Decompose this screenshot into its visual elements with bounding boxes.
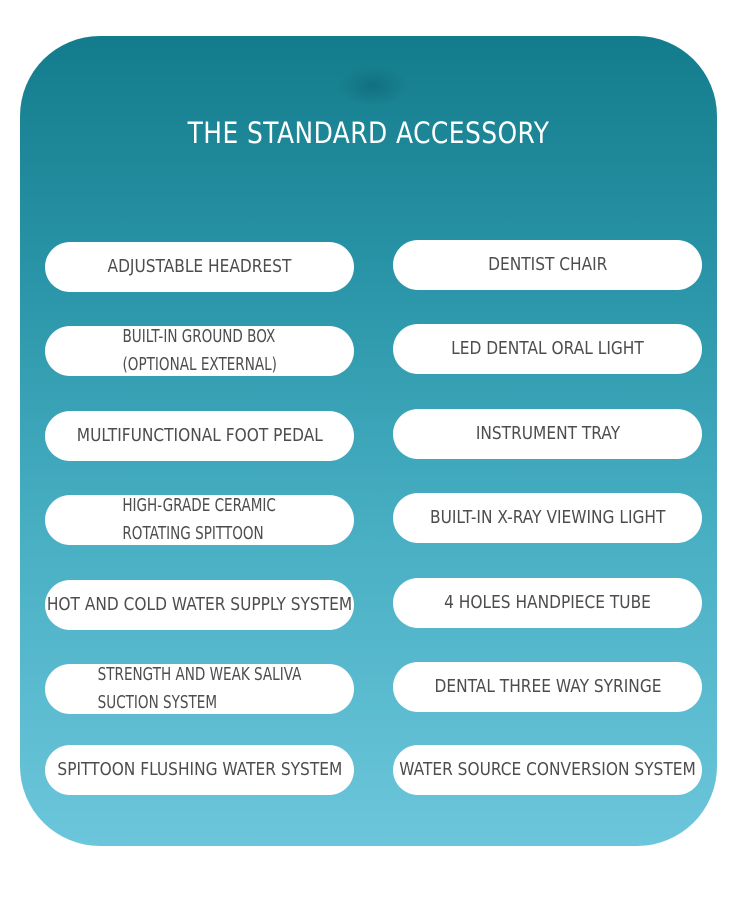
accessory-item-spittoon-flushing <box>45 745 354 795</box>
accessory-label <box>84 661 316 717</box>
accessory-item-xray-viewing-light <box>393 493 702 543</box>
accessory-label-line2: ROTATING SPITTOON <box>122 524 265 544</box>
page-title: THE STANDARD ACCESSORY <box>187 116 550 150</box>
accessory-label: BUILT-IN X-RAY VIEWING LIGHT <box>429 508 666 528</box>
accessory-label-line1: STRENGTH AND WEAK SALIVA <box>97 665 302 685</box>
accessory-item-handpiece-tube <box>393 578 702 628</box>
accessory-label: SPITTOON FLUSHING WATER SYSTEM <box>57 760 342 780</box>
accessory-item-led-oral-light <box>393 324 702 374</box>
accessory-item-three-way-syringe <box>393 662 702 712</box>
accessory-label: MULTIFUNCTIONAL FOOT PEDAL <box>76 426 323 446</box>
accessory-item-dentist-chair <box>393 240 702 290</box>
accessory-label: ADJUSTABLE HEADREST <box>107 257 292 277</box>
accessory-label-line2: (OPTIONAL EXTERNAL) <box>122 355 277 375</box>
accessory-label: DENTIST CHAIR <box>487 255 608 275</box>
accessory-item-ceramic-spittoon <box>45 495 354 545</box>
accessory-label <box>112 492 286 548</box>
accessory-item-foot-pedal <box>45 411 354 461</box>
accessory-label: INSTRUMENT TRAY <box>475 424 620 444</box>
accessory-label: 4 HOLES HANDPIECE TUBE <box>444 593 651 613</box>
accessory-card <box>20 36 717 846</box>
accessory-label: WATER SOURCE CONVERSION SYSTEM <box>399 760 696 780</box>
accessory-item-water-supply <box>45 580 354 630</box>
accessory-item-ground-box <box>45 326 354 376</box>
decorative-glow <box>338 66 408 106</box>
accessory-label: HOT AND COLD WATER SUPPLY SYSTEM <box>46 595 353 615</box>
accessory-item-saliva-suction <box>45 664 354 714</box>
accessory-label-line2: SUCTION SYSTEM <box>97 693 218 713</box>
accessory-item-instrument-tray <box>393 409 702 459</box>
accessory-label-line1: BUILT-IN GROUND BOX <box>122 327 276 347</box>
accessory-label: DENTAL THREE WAY SYRINGE <box>433 677 662 697</box>
accessory-label <box>112 323 288 379</box>
accessory-item-water-source-conversion <box>393 745 702 795</box>
accessory-label-line1: HIGH-GRADE CERAMIC <box>122 496 277 516</box>
accessory-label: LED DENTAL ORAL LIGHT <box>451 339 644 359</box>
accessory-item-adjustable-headrest <box>45 242 354 292</box>
